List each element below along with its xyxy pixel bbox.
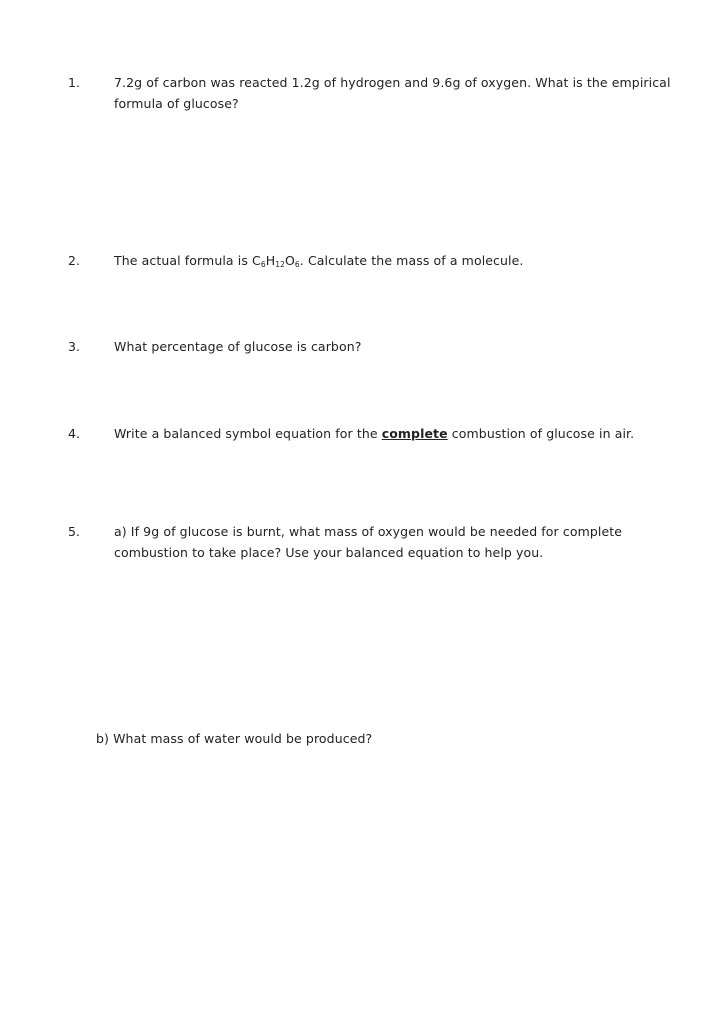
formula-oxygen-count: 6 — [294, 260, 300, 269]
question-2-text-after: . Calculate the mass of a molecule. — [299, 253, 524, 268]
question-5-number: 5. — [68, 524, 81, 539]
formula-oxygen: O — [284, 253, 295, 268]
question-5b-text: b) What mass of water would be produced? — [96, 731, 373, 746]
question-2-number: 2. — [68, 253, 81, 268]
question-4-number: 4. — [68, 426, 81, 441]
question-4-emphasis: complete — [381, 426, 448, 441]
question-2-text — [114, 250, 674, 271]
question-5a-text: a) If 9g of glucose is burnt, what mass of oxygen would be needed for complete combustion to take place? Use your balanced equation to help you. — [114, 524, 623, 560]
formula-carbon: C — [252, 253, 261, 268]
formula-hydrogen-count: 12 — [275, 260, 285, 269]
glucose-formula — [252, 253, 300, 268]
question-4-text-after: combustion of glucose in air. — [447, 426, 635, 441]
formula-hydrogen: H — [265, 253, 276, 268]
question-2-text-before: The actual formula is — [114, 253, 253, 268]
question-1-text: 7.2g of carbon was reacted 1.2g of hydrogen and 9.6g of oxygen. What is the empirical formula of glucose? — [114, 75, 671, 111]
question-1-number: 1. — [68, 75, 81, 90]
question-4-text-before: Write a balanced symbol equation for the — [114, 426, 382, 441]
question-4-text — [114, 423, 674, 444]
formula-carbon-count: 6 — [260, 260, 266, 269]
question-3-number: 3. — [68, 339, 81, 354]
question-3-text: What percentage of glucose is carbon? — [114, 339, 362, 354]
